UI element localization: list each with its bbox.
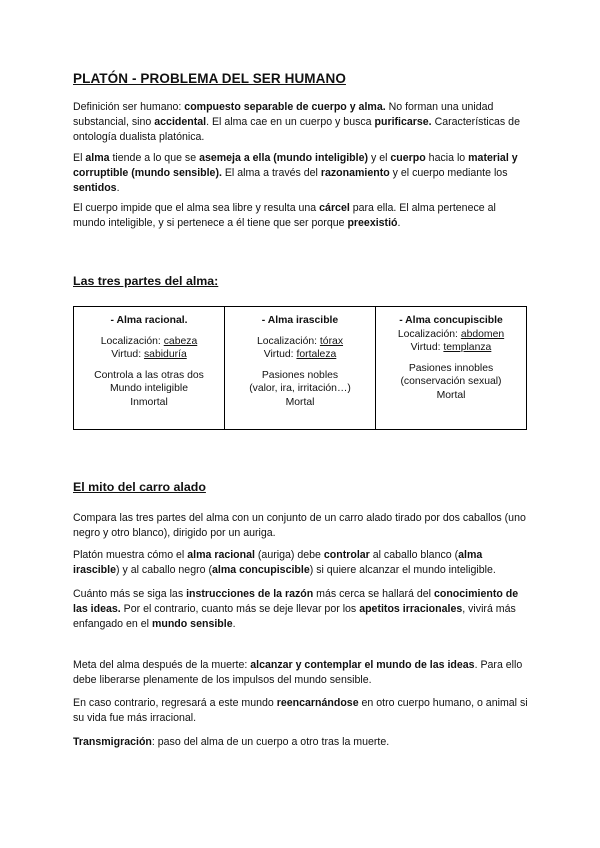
after-paragraph-1: Meta del alma después de la muerte: alcanzar y contemplar el mundo de las ideas. Para ello debe liberarse plenamente de los impulsos del mundo sensible. [73, 659, 523, 686]
myth-paragraph-3: Cuánto más se siga las instrucciones de la razón más cerca se hallará del conocimiento de las ideas. Por el contrario, cuanto más se deje llevar por los apetitos irracionales, vivirá más enfangado en el mundo sensible. [73, 588, 519, 630]
page-title: PLATÓN - PROBLEMA DEL SER HUMANO [73, 71, 346, 86]
intro-paragraph-2: El alma tiende a lo que se asemeja a ella (mundo inteligible) y el cuerpo hacia lo material y corruptible (mundo sensible). El alma a través del razonamiento y el cuerpo mediante los sentidos. [73, 152, 518, 194]
part-line: Mundo inteligible [110, 383, 188, 394]
part-virtue: Virtud: sabiduría [111, 349, 187, 360]
part-line: Pasiones innobles [408, 362, 494, 374]
part-cell-rational [74, 307, 225, 430]
parts-heading: Las tres partes del alma: [73, 274, 219, 288]
intro-paragraph-1: Definición ser humano: compuesto separable de cuerpo y alma. No forman una unidad substancial, sino accidental. El alma cae en un cuerpo y busca purificarse. Características de ontología dualista platónica. [73, 101, 520, 143]
after-paragraph-2: En caso contrario, regresará a este mundo reencarnándose en otro cuerpo humano, o animal si su vida fue más irracional. [73, 697, 528, 724]
intro-paragraph-3: El cuerpo impide que el alma sea libre y resulta una cárcel para ella. El alma pertenece al mundo inteligible, y si pertenece a él tiene que ser porque preexistió. [73, 202, 496, 229]
part-name: - Alma concupiscible [399, 315, 503, 326]
part-line: Mortal [436, 389, 466, 401]
after-paragraph-3: Transmigración: paso del alma de un cuerpo a otro tras la muerte. [73, 736, 390, 748]
myth-paragraph-2: Platón muestra cómo el alma racional (auriga) debe controlar al caballo blanco (alma irascible) y al caballo negro (alma concupiscible) si quiere alcanzar el mundo inteligible. [73, 549, 496, 576]
part-virtue: Virtud: fortaleza [263, 349, 337, 360]
part-line: Mortal [285, 396, 315, 408]
part-line: Pasiones nobles [261, 369, 339, 381]
part-line: (conservación sexual) [400, 376, 502, 387]
soul-parts-table [73, 306, 527, 430]
part-line: (valor, ira, irritación…) [249, 383, 351, 394]
part-line: Controla a las otras dos [94, 369, 204, 381]
part-location: Localización: cabeza [100, 335, 198, 347]
part-cell-irascible [225, 307, 376, 430]
part-line: Inmortal [130, 396, 168, 408]
part-virtue: Virtud: templanza [410, 342, 492, 353]
part-name: - Alma irascible [261, 315, 339, 326]
part-location: Localización: abdomen [397, 328, 505, 340]
part-cell-concupiscible [376, 307, 527, 430]
myth-heading: El mito del carro alado [73, 480, 206, 494]
myth-paragraph-1: Compara las tres partes del alma con un conjunto de un carro alado tirado por dos caballos (uno negro y otro blanco), dirigido por un auriga. [73, 512, 526, 539]
part-name: - Alma racional. [110, 315, 188, 326]
part-location: Localización: tórax [256, 335, 344, 347]
